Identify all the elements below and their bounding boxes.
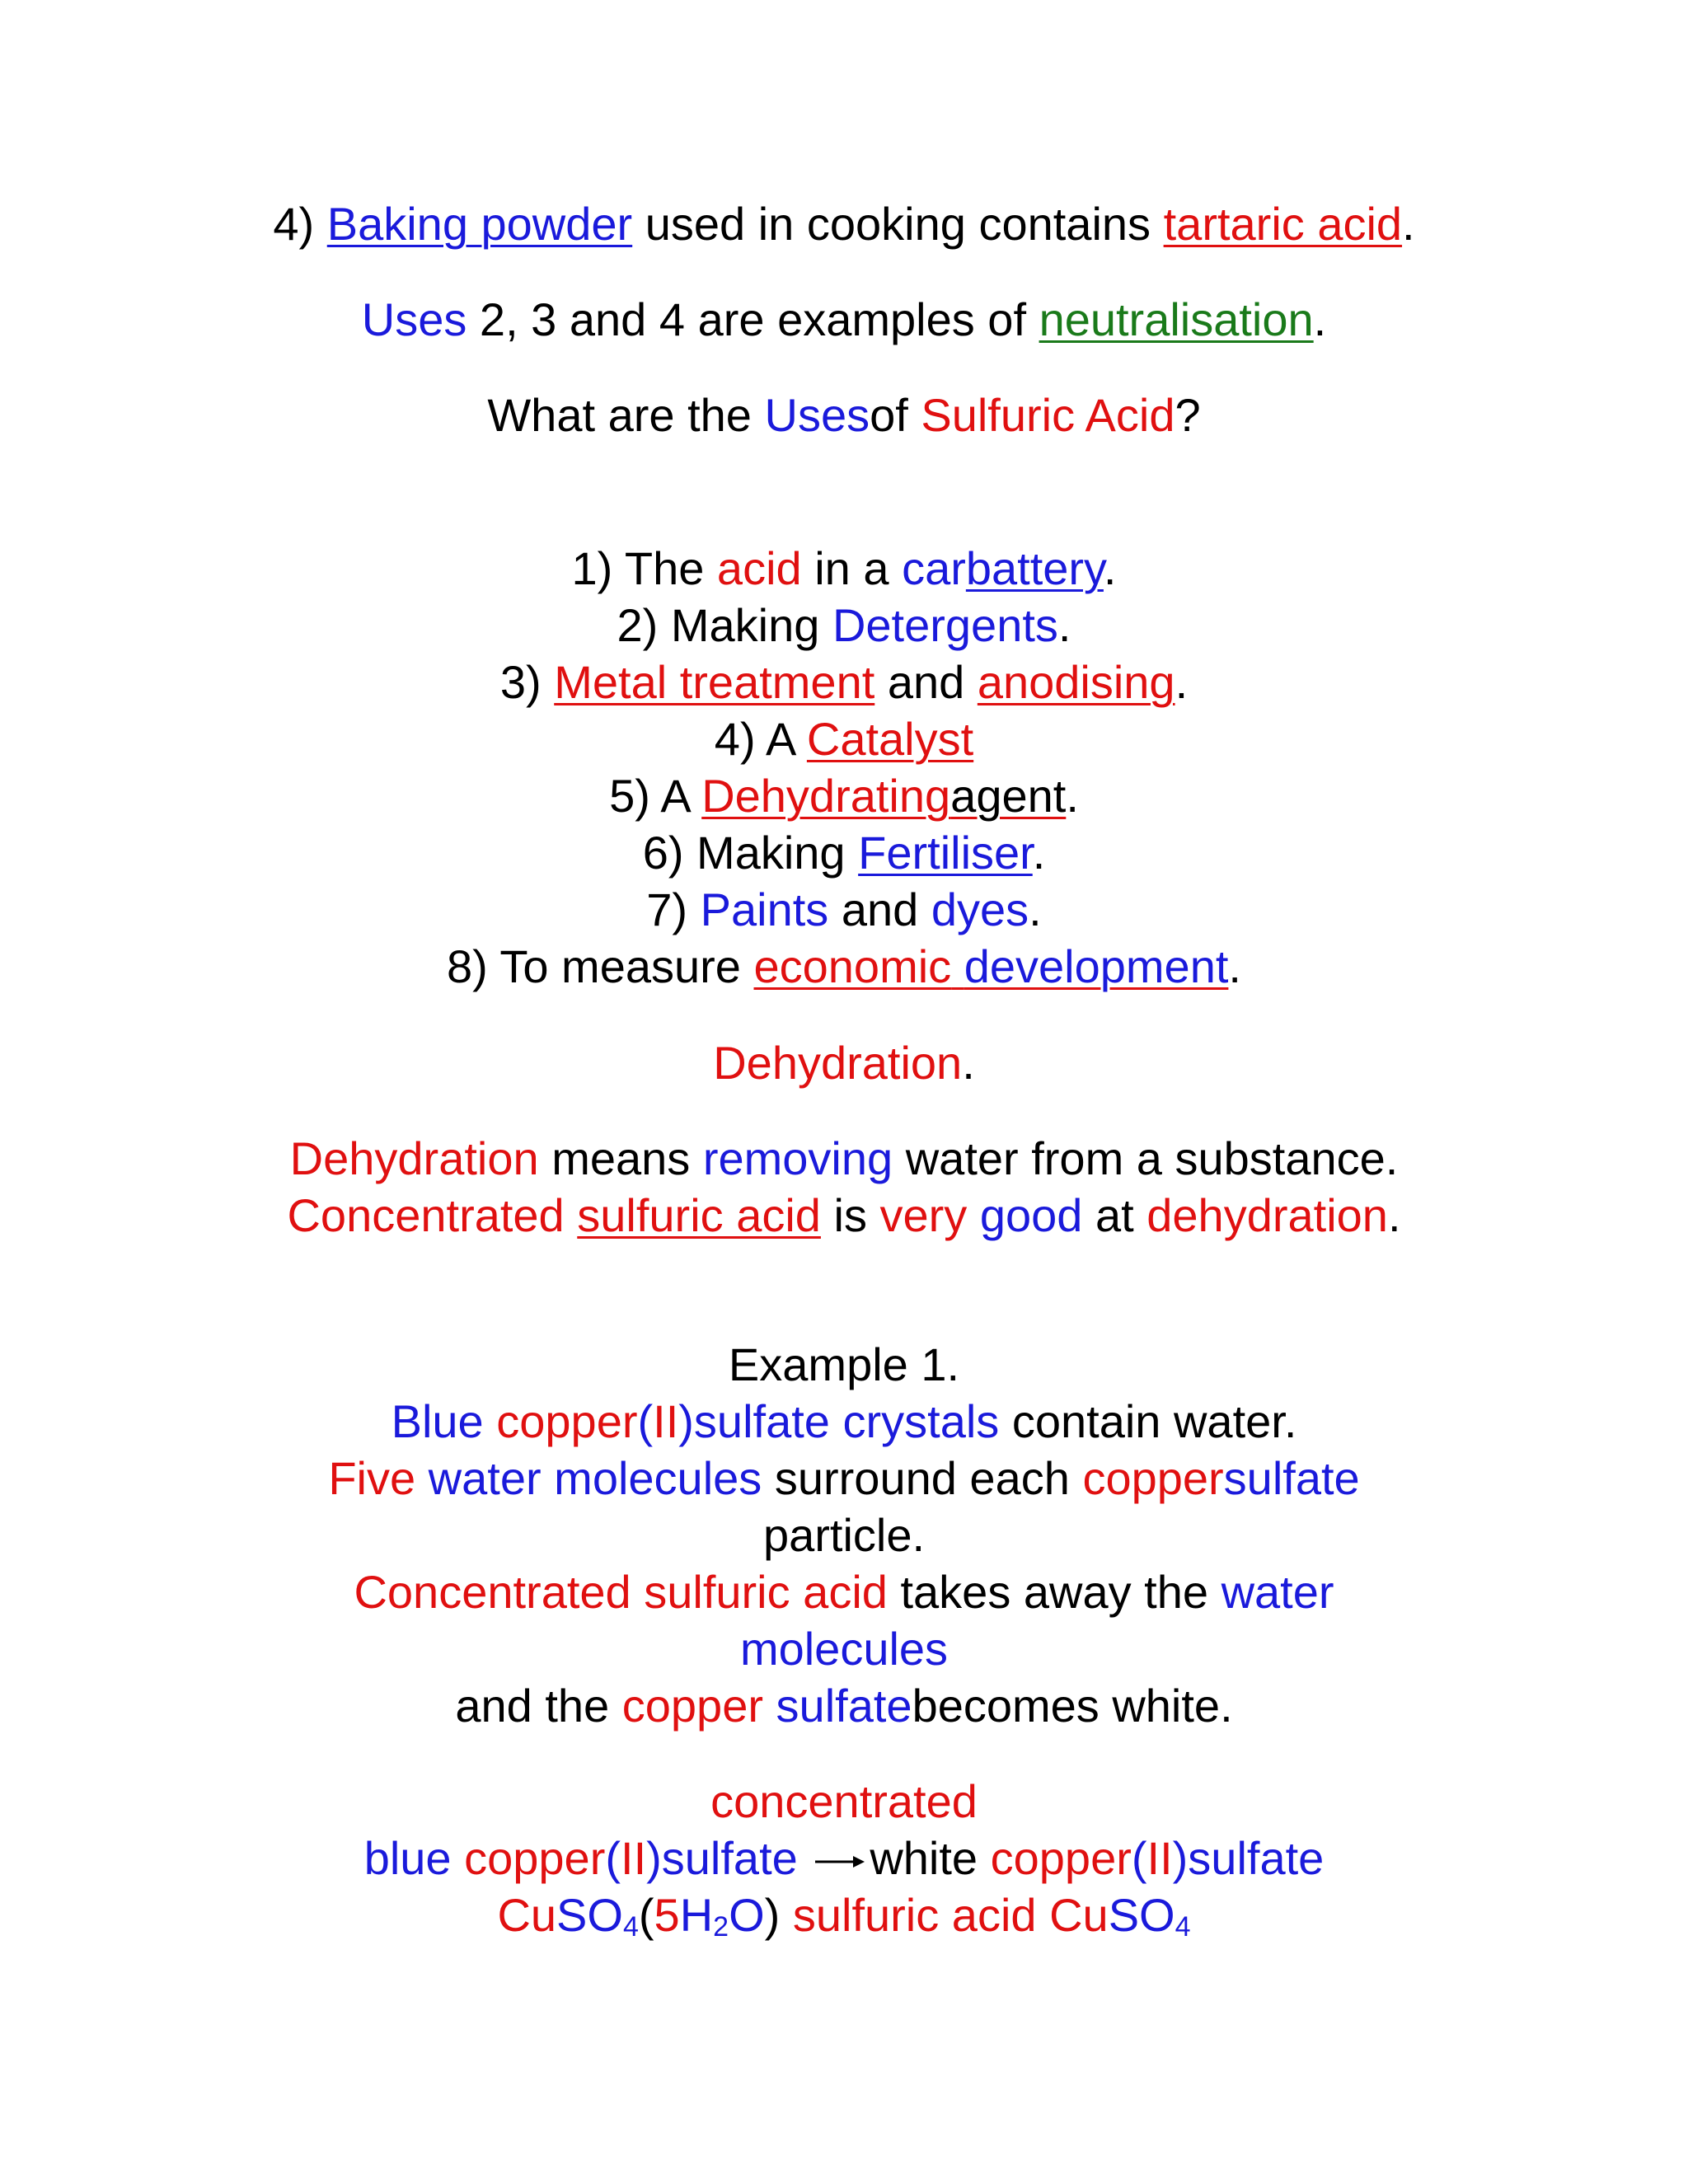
anodising-link: anodising <box>977 656 1175 708</box>
list-item: 7) Paints and dyes. <box>646 883 1042 935</box>
reaction-arrow-icon <box>814 1849 866 1874</box>
dehydration-definition: Dehydration means removing water from a substance. <box>289 1132 1399 1184</box>
battery-link: battery <box>965 542 1104 594</box>
fertiliser-link: Fertiliser <box>858 827 1033 879</box>
list-item: 1) The acid in a carbattery. <box>571 542 1117 594</box>
dehydration-statement: Concentrated sulfuric acid is very good at dehydration. <box>287 1189 1401 1241</box>
list-item: 2) Making Detergents. <box>617 599 1071 651</box>
list-item: 3) Metal treatment and anodising. <box>499 656 1189 708</box>
uses-heading: What are the Usesof Sulfuric Acid? <box>487 389 1201 441</box>
equation-condition: concentrated <box>710 1775 978 1827</box>
metal-treatment-link: Metal treatment <box>554 656 875 708</box>
tartaric-acid-link: tartaric acid <box>1163 198 1403 250</box>
example-line: molecules <box>739 1623 949 1675</box>
neutralisation-link: neutralisation <box>1039 293 1314 345</box>
example-line: Concentrated sulfuric acid takes away the water <box>354 1566 1334 1618</box>
baking-powder-link: Baking powder <box>326 198 633 250</box>
list-item: 8) To measure economic development. <box>447 940 1241 992</box>
example-line: Blue copper(II)sulfate crystals contain water. <box>391 1395 1297 1447</box>
development-link: development <box>964 940 1229 992</box>
example-title: Example 1. <box>728 1338 960 1390</box>
economic-link: economic <box>753 940 952 992</box>
dehydration-heading: Dehydration. <box>713 1037 975 1089</box>
list-item: 5) A Dehydratingagent. <box>609 770 1079 822</box>
equation-words: blue copper(II)sulfate white copper(II)sulfate <box>363 1832 1325 1884</box>
neutralisation-line: Uses 2, 3 and 4 are examples of neutralisation. <box>361 293 1327 345</box>
catalyst-link: Catalyst <box>806 713 974 765</box>
agent-link: agent <box>950 770 1067 822</box>
example-line: particle. <box>762 1509 926 1561</box>
baking-powder-line: 4) Baking powder used in cooking contains tartaric acid. <box>273 198 1415 250</box>
example-line: Five water molecules surround each coppersulfate <box>328 1452 1360 1504</box>
example-line: and the copper sulfatebecomes white. <box>455 1680 1233 1732</box>
dehydrating-link: Dehydrating <box>701 770 951 822</box>
list-item: 4) A Catalyst <box>714 713 974 765</box>
equation-formula: CuSO4(5H2O) sulfuric acid CuSO4 <box>497 1889 1191 1943</box>
sulfuric-acid-link: sulfuric acid <box>577 1189 821 1241</box>
list-item: 6) Making Fertiliser. <box>642 827 1046 879</box>
